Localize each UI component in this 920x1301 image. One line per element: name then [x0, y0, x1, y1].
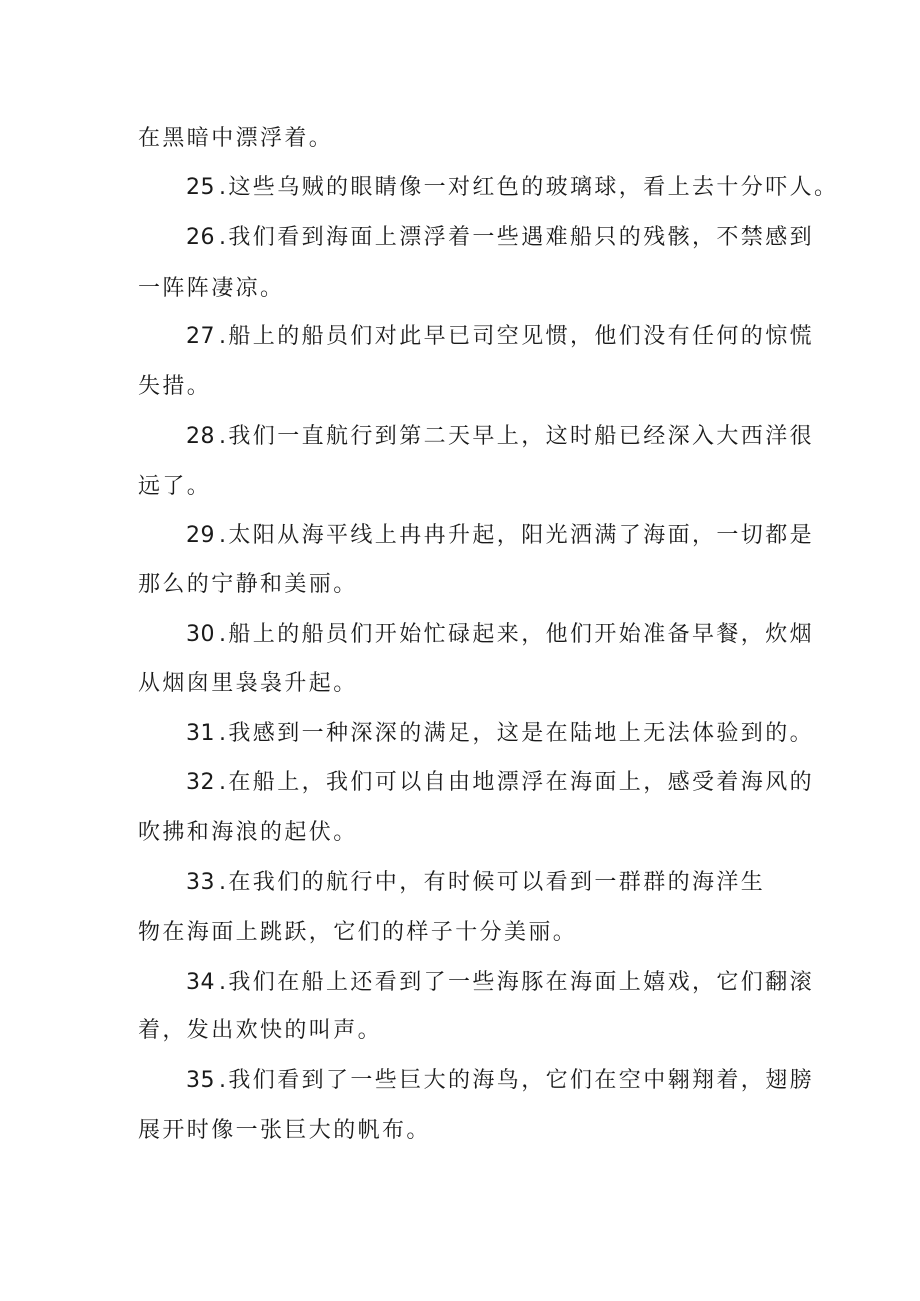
item-text: 物在海面上跳跃，它们的样子十分美丽。 [138, 920, 578, 945]
item-text: 那么的宁静和美丽。 [138, 572, 358, 597]
item-text: .这些乌贼的眼睛像一对红色的玻璃球，看上去十分吓人。 [219, 175, 839, 200]
item-text: .我们在船上还看到了一些海豚在海面上嬉戏，它们翻滚 [219, 970, 814, 995]
item-27-continuation [138, 372, 211, 402]
item-text: .在船上，我们可以自由地漂浮在海面上，感受着海风的 [219, 770, 814, 795]
item-number: 26 [186, 225, 215, 250]
item-number: 34 [186, 970, 215, 995]
item-26-continuation [138, 274, 284, 304]
item-number: 30 [186, 622, 215, 647]
item-number: 29 [186, 523, 215, 548]
item-27 [186, 322, 814, 352]
item-number: 33 [186, 870, 215, 895]
item-35 [186, 1066, 814, 1096]
item-text: 着，发出欢快的叫声。 [138, 1018, 383, 1043]
item-text: .我感到一种深深的满足，这是在陆地上无法体验到的。 [219, 721, 814, 746]
item-text: 吹拂和海浪的起伏。 [138, 820, 358, 845]
item-number: 25 [186, 175, 215, 200]
item-number: 27 [186, 324, 215, 349]
item-text: 从烟囱里袅袅升起。 [138, 671, 358, 696]
item-text: 一阵阵凄凉。 [138, 276, 285, 301]
item-number: 31 [186, 721, 215, 746]
item-text: .我们看到海面上漂浮着一些遇难船只的残骸，不禁感到 [219, 225, 814, 250]
item-number: 28 [186, 424, 215, 449]
item-text: .船上的船员们对此早已司空见惯，他们没有任何的惊慌 [219, 324, 814, 349]
item-33-continuation [138, 918, 577, 948]
item-number: 35 [186, 1068, 215, 1093]
item-28 [186, 422, 814, 452]
item-31 [186, 719, 814, 749]
item-29 [186, 521, 814, 551]
item-text: 远了。 [138, 474, 212, 499]
item-text: .我们一直航行到第二天早上，这时船已经深入大西洋很 [219, 424, 814, 449]
item-33 [186, 868, 765, 898]
item-34 [186, 968, 814, 998]
item-text: 失措。 [138, 374, 212, 399]
item-26 [186, 223, 814, 253]
item-32-continuation [138, 818, 358, 848]
item-30 [186, 620, 814, 650]
item-34-continuation [138, 1016, 382, 1046]
intro-text: 在黑暗中漂浮着。 [138, 126, 334, 151]
item-number: 32 [186, 770, 215, 795]
item-25 [186, 173, 838, 203]
item-text: 展开时像一张巨大的帆布。 [138, 1118, 431, 1143]
item-text: .太阳从海平线上冉冉升起，阳光洒满了海面，一切都是 [219, 523, 814, 548]
item-29-continuation [138, 570, 358, 600]
item-text: .在我们的航行中，有时候可以看到一群群的海洋生 [219, 870, 766, 895]
item-text: .船上的船员们开始忙碌起来，他们开始准备早餐，炊烟 [219, 622, 814, 647]
item-text: .我们看到了一些巨大的海鸟，它们在空中翱翔着，翅膀 [219, 1068, 814, 1093]
item-35-continuation [138, 1116, 431, 1146]
item-32 [186, 768, 814, 798]
item-30-continuation [138, 669, 358, 699]
item-28-continuation [138, 472, 211, 502]
intro-line [138, 124, 333, 154]
